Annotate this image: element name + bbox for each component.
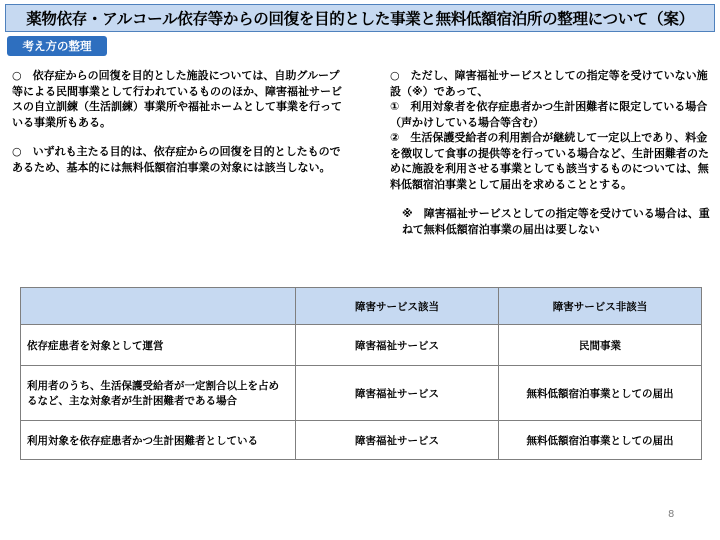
title-bar (5, 4, 715, 32)
right-intro: ○ ただし、障害福祉サービスとしての指定等を受けていない施設（※）であって、 (390, 69, 708, 98)
left-column (12, 68, 347, 189)
table-cell: 利用者のうち、生活保護受給者が一定割合以上を占めるなど、主な対象者が生計困難者である場合 (21, 366, 296, 421)
table-cell: 民間事業 (499, 325, 702, 366)
page-number: 8 (668, 509, 675, 520)
table-header-row (21, 288, 702, 325)
table-cell: 無料低額宿泊事業としての届出 (499, 421, 702, 460)
table-cell: 障害福祉サービス (296, 325, 499, 366)
right-column (390, 68, 715, 237)
table-row (21, 366, 702, 421)
right-item-2: ② 生活保護受給者の利用割合が継続して一定以上であり、料金を徴収して食事の提供等を行っている場合など、生計困難者のために施設を利用させる事業としても該当するものについては、無料低額宿泊事業として届出を求めることとする。 (390, 131, 709, 191)
table-cell: 障害福祉サービス (296, 366, 499, 421)
table-cell: 依存症患者を対象として運営 (21, 325, 296, 366)
table-header-not-applicable: 障害サービス非該当 (499, 288, 702, 325)
page-title: 薬物依存・アルコール依存等からの回復を目的とした事業と無料低額宿泊所の整理について（案） (26, 10, 694, 28)
table-cell: 無料低額宿泊事業としての届出 (499, 366, 702, 421)
right-item-1: ① 利用対象者を依存症患者かつ生計困難者に限定している場合（声かけしている場合等含む） (390, 100, 708, 129)
table-header-empty (21, 288, 296, 325)
left-paragraph-1: ○ 依存症からの回復を目的とした施設については、自助グループ等による民間事業として行われているもののほか、障害福祉サービスの自立訓練（生活訓練）事業所や福祉ホームとして事業を行っている事業所もある。 (12, 69, 342, 129)
right-note: ※ 障害福祉サービスとしての指定等を受けている場合は、重ねて無料低額宿泊事業の届出は要しない (402, 207, 710, 236)
section-label: 考え方の整理 (7, 36, 107, 56)
table-row (21, 325, 702, 366)
table-cell: 利用対象を依存症患者かつ生計困難者としている (21, 421, 296, 460)
table-row (21, 421, 702, 460)
left-paragraph-2: ○ いずれも主たる目的は、依存症からの回復を目的としたものであるため、基本的には無料低額宿泊事業の対象には該当しない。 (12, 145, 341, 174)
summary-table (20, 287, 702, 460)
table-cell: 障害福祉サービス (296, 421, 499, 460)
table-header-applicable: 障害サービス該当 (296, 288, 499, 325)
